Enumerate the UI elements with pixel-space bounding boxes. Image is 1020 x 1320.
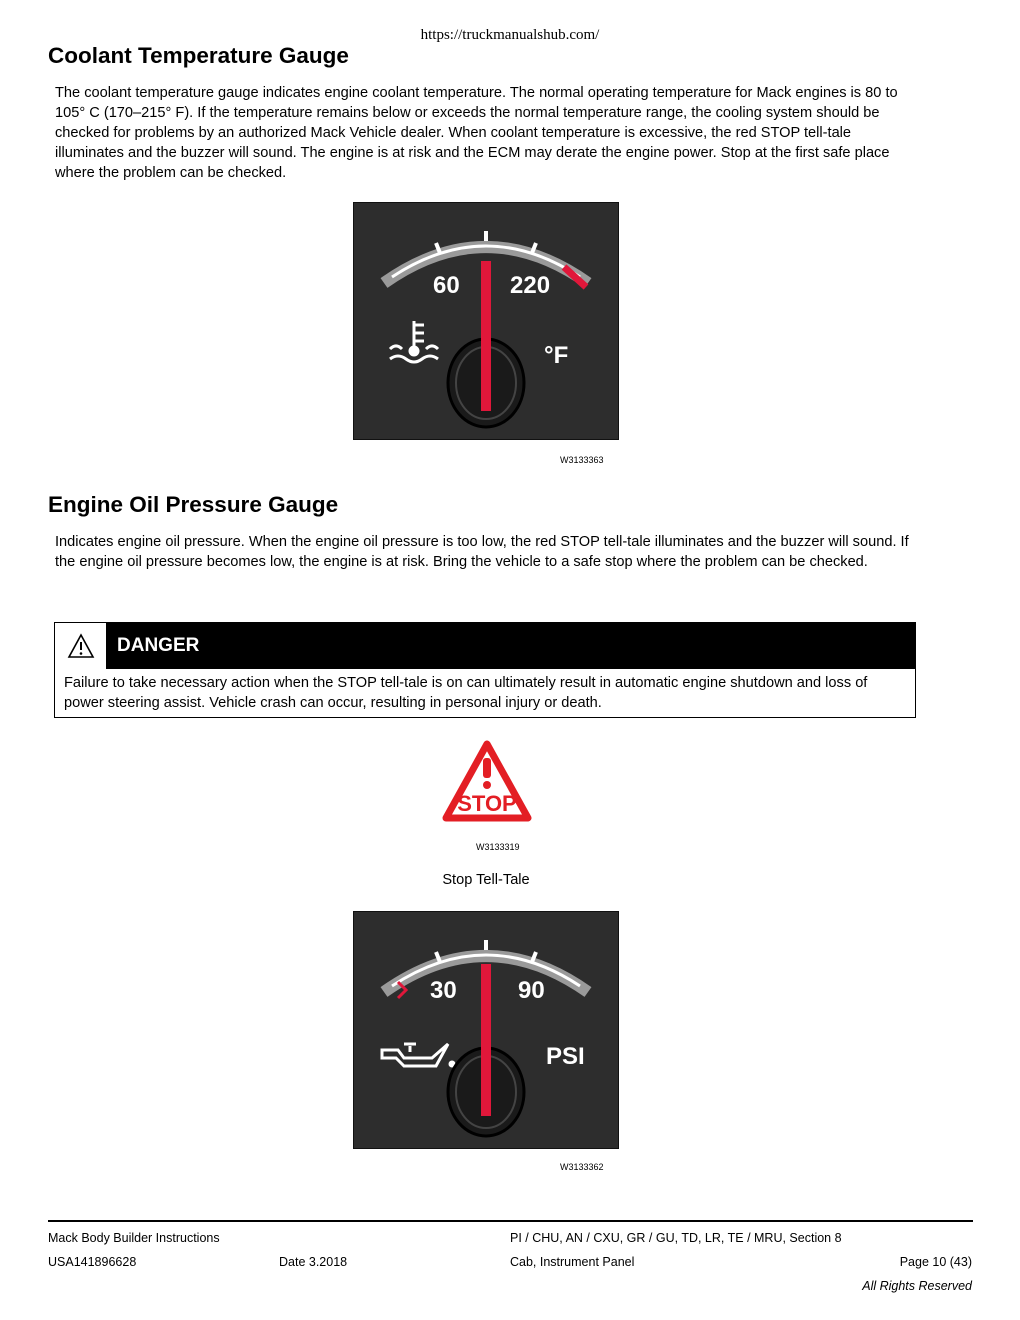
coolant-section-title: Coolant Temperature Gauge [48, 43, 349, 68]
oil-gauge-figure [353, 911, 619, 1149]
stop-telltale-label: STOP [457, 791, 517, 816]
oil-description: Indicates engine oil pressure. When the engine oil pressure is too low, the red STOP tell-tale illuminates and the buzzer will sound. If the engine oil pressure becomes low, the engine is at risk. Bring the vehicle to a safe stop where the problem can be checked. [55, 534, 909, 570]
coolant-figure-code: W3133363 [560, 455, 604, 465]
coolant-description: The coolant temperature gauge indicates engine coolant temperature. The normal operating temperature for Mack engines is 80 to 105° C (170–215° F). If the temperature remains below or exceeds the normal temperature range, the cooling system should be checked for problems by an authorized Mack Vehicle dealer. When coolant temperature is excessive, the red STOP tell-tale illuminates and the buzzer will sound. The engine is at risk and the ECM may derate the engine power. Stop at the first safe place where the problem can be checked. [55, 85, 898, 181]
coolant-high-label: 220 [510, 272, 551, 299]
footer-section: Cab, Instrument Panel [510, 1255, 635, 1269]
oil-section-title: Engine Oil Pressure Gauge [48, 492, 339, 517]
oil-gauge-needle [481, 964, 491, 1116]
oil-figure-code: W3133362 [560, 1162, 604, 1172]
danger-title: DANGER [117, 635, 200, 656]
footer-page-number: Page 10 (43) [899, 1255, 972, 1269]
footer-models: PI / CHU, AN / CXU, GR / GU, TD, LR, TE / MRU, Section 8 [510, 1231, 842, 1245]
coolant-gauge-needle [481, 261, 491, 411]
oil-high-label: 90 [518, 977, 545, 1004]
warning-triangle-icon [55, 623, 107, 669]
footer-doc-title: Mack Body Builder Instructions [48, 1231, 220, 1245]
oil-unit-label: PSI [546, 1043, 585, 1070]
footer-doc-number: USA141896628 [48, 1255, 137, 1269]
footer-date: Date 3.2018 [279, 1255, 348, 1269]
danger-body: Failure to take necessary action when the STOP tell-tale is on can ultimately result in automatic engine shutdown and loss of power steering assist. Vehicle crash can occur, resulting in personal injury or death. [64, 675, 868, 711]
coolant-unit-label: °F [544, 342, 569, 369]
footer-rights: All Rights Reserved [862, 1279, 972, 1293]
stop-telltale-figure [440, 738, 534, 831]
footer-divider [48, 1220, 973, 1222]
oil-can-icon [382, 1044, 454, 1066]
stop-telltale-caption: Stop Tell-Tale [442, 872, 530, 888]
oil-low-label: 30 [430, 977, 457, 1004]
source-url[interactable]: https://truckmanualshub.com/ [420, 27, 600, 43]
stop-figure-code: W3133319 [476, 842, 520, 852]
coolant-low-label: 60 [433, 272, 460, 299]
coolant-gauge-figure [353, 202, 619, 440]
danger-notice [54, 622, 916, 718]
coolant-temperature-icon [390, 321, 438, 362]
